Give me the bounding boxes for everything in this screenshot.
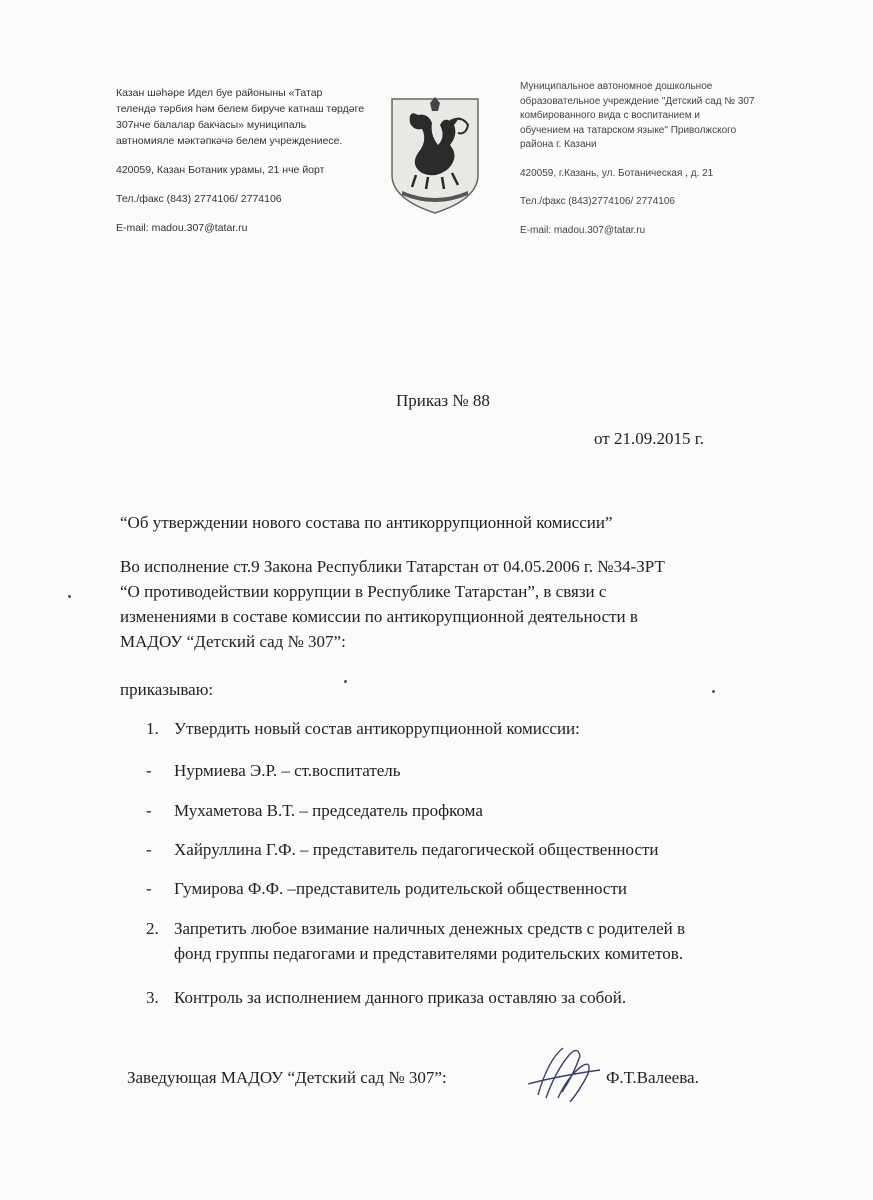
signature-name: Ф.Т.Валеева. [606,1068,699,1087]
header-right-line: района г. Казани [520,139,597,150]
item-number: 3. [146,988,159,1007]
order-item-1 [146,716,796,741]
member-text: Нурмиева Э.Р. – ст.воспитатель [174,761,401,780]
header-left-line: автномияле мәктәпкәчә белем учреждениесе. [116,135,343,147]
header-left-email: E-mail: madou.307@tatar.ru [116,222,248,234]
order-word: приказываю: [120,680,214,699]
header-left-phone: Тел./факс (843) 2774106/ 2774106 [116,193,282,205]
member-text: Хайруллина Г.Ф. – представитель педагогической общественности [174,840,659,859]
preamble-line: МАДОУ “Детский сад № 307”: [120,632,346,651]
item-text: Утвердить новый состав антикоррупционной комиссии: [174,719,580,738]
order-item-3 [146,985,796,1010]
header-left-line: Казан шәһәре Идел буе районыны «Татар [116,87,323,99]
order-preamble [120,554,800,654]
commission-member: - Гумирова Ф.Ф. –представитель родительской общественности [146,879,628,898]
order-title: Приказ № 88 [396,391,490,410]
commission-member: - Мухаметова В.Т. – председатель профкома [146,801,483,820]
order-date: от 21.09.2015 г. [594,429,705,448]
commission-member: - Нурмиева Э.Р. – ст.воспитатель [146,761,401,780]
header-right-line: комбированного вида с воспитанием и [520,110,700,121]
scan-speck [68,595,71,598]
header-left-line: телендә тәрбия һәм белем бируче катнаш төрдәге [116,103,365,115]
order-item-2 [146,916,796,966]
signature-position: Заведующая МАДОУ “Детский сад № 307”: [127,1068,447,1087]
header-right-line: Муниципальное автономное дошкольное [520,81,713,92]
header-left-address: 420059, Казан Ботаник урамы, 21 нче йорт [116,164,325,176]
header-right-russian [520,80,790,238]
item-number: 2. [146,919,159,938]
kazan-dragon-emblem-icon [388,95,482,215]
preamble-line: изменениями в составе комиссии по антикорупционной деятельности в [120,607,638,626]
item-number: 1. [146,719,159,738]
member-text: Мухаметова В.Т. – председатель профкома [174,801,483,820]
scan-speck [344,680,347,683]
header-right-line: образовательное учреждение "Детский сад № 307 [520,95,755,107]
handwritten-signature-icon [508,1040,608,1110]
header-right-email: E-mail: madou.307@tatar.ru [520,224,646,236]
header-left-tatar [116,85,376,236]
commission-member: - Хайруллина Г.Ф. – представитель педагогической общественности [146,840,659,859]
header-right-address: 420059, г.Казань, ул. Ботаническая , д. 21 [520,167,714,179]
header-right-phone: Тел./факс (843)2774106/ 2774106 [520,196,675,207]
header-right-line: обучением на татарском языке" Приволжского [520,124,737,136]
preamble-line: “О противодействии коррупции в Республике Татарстан”, в связи с [120,582,607,601]
preamble-line: Во исполнение ст.9 Закона Республики Татарстан от 04.05.2006 г. №34-ЗРТ [120,557,665,576]
item-text: Контроль за исполнением данного приказа оставляю за собой. [174,988,627,1007]
order-subject: “Об утверждении нового состава по антикоррупционной комиссии” [120,513,613,532]
member-text: Гумирова Ф.Ф. –представитель родительской общественности [174,879,628,898]
scan-speck [712,690,715,693]
header-left-line: 307нче балалар бакчасы» муниципаль [116,119,307,131]
item-text: Запретить любое взимание наличных денежных средств с родителей в фонд группы педагогами и представителями родительских комитетов. [174,919,686,963]
